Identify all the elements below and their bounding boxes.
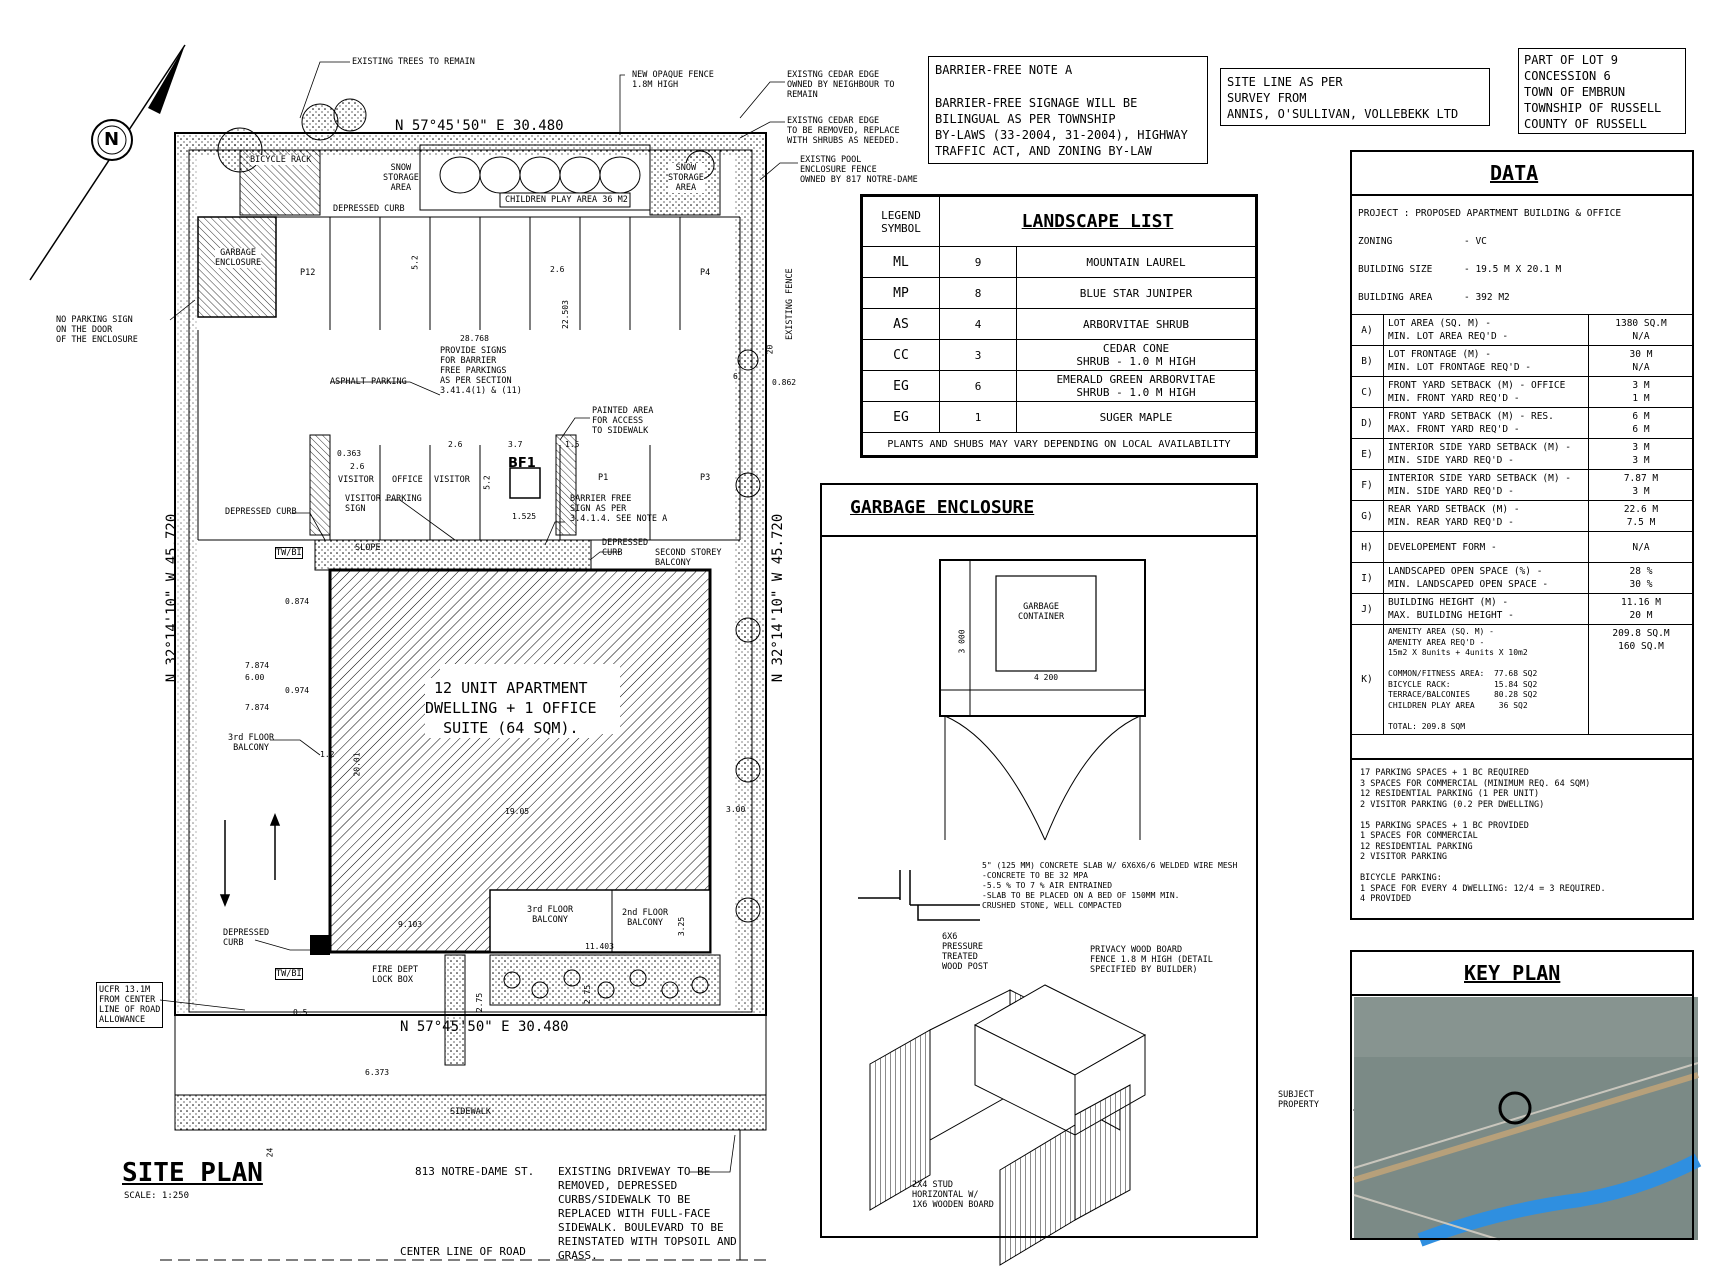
landscape-sym: ML: [863, 247, 940, 278]
data-row-value: 30 M N/A: [1589, 346, 1694, 377]
landscape-sym: EG: [863, 402, 940, 433]
data-area-value: - 392 M2: [1464, 292, 1510, 303]
label-p3: P3: [700, 473, 711, 483]
landscape-sym: EG: [863, 371, 940, 402]
dim-22-503: 22.503: [560, 300, 570, 329]
garbage-dim-h: 3 000: [957, 629, 967, 654]
label-opaque-fence: NEW OPAQUE FENCE 1.8M HIGH: [632, 70, 714, 90]
label-garbage-enclosure: GARBAGE ENCLOSURE: [215, 248, 262, 268]
landscape-name: ARBORVITAE SHRUB: [1017, 309, 1256, 340]
dim-19-05: 19.05: [505, 807, 530, 816]
label-3rd-balcony: 3rd FLOOR BALCONY: [228, 733, 275, 753]
data-row-desc: INTERIOR SIDE YARD SETBACK (M) - MIN. SIDE YARD REQ'D -: [1384, 439, 1589, 470]
data-row-key: F): [1351, 470, 1384, 501]
landscape-qty: 3: [940, 340, 1017, 371]
dim-0-363: 0.363: [337, 449, 362, 458]
stud-note: 2X4 STUD HORIZONTAL W/ 1X6 WOODEN BOARD: [912, 1180, 994, 1210]
dim-3-7: 3.7: [508, 440, 523, 449]
garbage-container-label: GARBAGE CONTAINER: [1018, 602, 1065, 622]
dim-2-75-b: 2.75: [583, 984, 593, 1005]
landscape-name: MOUNTAIN LAUREL: [1017, 247, 1256, 278]
data-row-desc: INTERIOR SIDE YARD SETBACK (M) - MIN. SIDE YARD REQ'D -: [1384, 470, 1589, 501]
label-p4: P4: [700, 268, 711, 278]
data-row-value: 3 M 3 M: [1589, 439, 1694, 470]
label-slope: SLOPE: [355, 543, 381, 553]
landscape-footer: PLANTS AND SHUBS MAY VARY DEPENDING ON LOCAL AVAILABILITY: [863, 433, 1256, 456]
dim-5-2: 5.2: [410, 255, 420, 270]
landscape-name: BLUE STAR JUNIPER: [1017, 278, 1256, 309]
landscape-qty: 6: [940, 371, 1017, 402]
label-painted-area: PAINTED AREA FOR ACCESS TO SIDEWALK: [592, 406, 654, 436]
building-label: 12 UNIT APARTMENT DWELLING + 1 OFFICE SUITE (64 SQM).: [425, 679, 597, 737]
label-tw-1: TW/BI: [276, 548, 302, 558]
data-row-value: 28 % 30 %: [1589, 563, 1694, 594]
label-no-parking: NO PARKING SIGN ON THE DOOR OF THE ENCLOSURE: [56, 315, 138, 345]
dim-6-373: 6.373: [365, 1068, 390, 1077]
label-second-storey: SECOND STOREY BALCONY: [655, 548, 722, 568]
data-row-key: H): [1351, 532, 1384, 563]
label-bf-signs: PROVIDE SIGNS FOR BARRIER FREE PARKINGS AS PER SECTION 3.41.4(1) & (11): [440, 346, 522, 396]
landscape-name: EMERALD GREEN ARBORVITAE SHRUB - 1.0 M HIGH: [1017, 371, 1256, 402]
label-sidewalk: SIDEWALK: [450, 1107, 491, 1117]
slab-note: 5" (125 MM) CONCRETE SLAB W/ 6X6X6/6 WELDED WIRE MESH -CONCRETE TO BE 32 MPA -5.5 % TO 7 % AIR ENTRAINED -SLAB TO BE PLACED ON A BED OF 150MM MIN. CRUSHED STONE, WELL COMPACTED: [982, 861, 1238, 910]
data-panel: [1350, 150, 1694, 920]
data-row-desc: FRONT YARD SETBACK (M) - OFFICE MIN. FRONT YARD REQ'D -: [1384, 377, 1589, 408]
dim-1-525: 1.525: [512, 512, 537, 521]
landscape-name: SUGER MAPLE: [1017, 402, 1256, 433]
label-pool-fence: EXISTNG POOL ENCLOSURE FENCE OWNED BY 817 NOTRE-DAME: [800, 155, 918, 185]
landscape-qty: 1: [940, 402, 1017, 433]
survey-note: [1220, 68, 1490, 126]
barrier-free-note: [928, 56, 1208, 164]
data-row-key: A): [1351, 315, 1384, 346]
data-row-desc: LANDSCAPED OPEN SPACE (%) - MIN. LANDSCAPED OPEN SPACE -: [1384, 563, 1589, 594]
label-bf-sign: BARRIER FREE SIGN AS PER 3.4.1.4. SEE NOTE A: [570, 494, 668, 524]
bearing-left: N 32°14'10" W 45.720: [164, 513, 180, 683]
data-row-key: I): [1351, 563, 1384, 594]
key-plan-subject: SUBJECT PROPERTY: [1278, 1090, 1319, 1110]
data-row-key: G): [1351, 501, 1384, 532]
data-zoning-label: ZONING: [1358, 236, 1393, 247]
data-row-desc: DEVELOPEMENT FORM -: [1384, 532, 1589, 563]
data-row-value: 1380 SQ.M N/A: [1589, 315, 1694, 346]
dim-2-75-a: 2.75: [475, 992, 485, 1013]
data-row-value: 209.8 SQ.M 160 SQ.M: [1589, 625, 1694, 735]
bearing-right: N 32°14'10" W 45.720: [770, 513, 786, 683]
label-bicycle-rack: BICYCLE RACK: [250, 155, 312, 165]
label-visitor-1: VISITOR: [338, 475, 374, 485]
label-address: 813 NOTRE-DAME ST.: [415, 1165, 535, 1178]
data-row-value: 3 M 1 M: [1589, 377, 1694, 408]
dim-2-6-b: 2.6: [448, 440, 463, 449]
landscape-name: CEDAR CONE SHRUB - 1.0 M HIGH: [1017, 340, 1256, 371]
data-row-key: K): [1351, 625, 1384, 735]
survey-note-text: SITE LINE AS PER SURVEY FROM ANNIS, O'SULLIVAN, VOLLEBEKK LTD: [1227, 75, 1459, 121]
landscape-qty: 8: [940, 278, 1017, 309]
label-existing-trees: EXISTING TREES TO REMAIN: [352, 57, 475, 67]
label-visitor-2: VISITOR: [434, 475, 470, 485]
label-depressed-curb-3: DEPRESSED CURB: [223, 928, 270, 948]
dim-20-01: 20.01: [352, 752, 362, 777]
data-row-desc: AMENITY AREA (SQ. M) - AMENITY AREA REQ'D - 15m2 X 8units + 4units X 10m2 COMMON/FITNESS AREA: 77.68 SQ2 BICYCLE RACK: 15.84 SQ2 TERRACE/BALCONIES 80.28 SQ2 CHILDREN PLAY AREA 36 SQ2 TOTAL: 209.8 SQM: [1384, 625, 1589, 735]
data-size-value: - 19.5 M X 20.1 M: [1464, 264, 1562, 275]
data-row-desc: LOT FRONTAGE (M) - MIN. LOT FRONTAGE REQ'D -: [1384, 346, 1589, 377]
data-row-desc: FRONT YARD SETBACK (M) - RES. MAX. FRONT YARD REQ'D -: [1384, 408, 1589, 439]
data-title: DATA: [1490, 161, 1539, 185]
landscape-qty: 4: [940, 309, 1017, 340]
north-arrow-icon: [30, 45, 185, 280]
lot-info-text: PART OF LOT 9 CONCESSION 6 TOWN OF EMBRUN TOWNSHIP OF RUSSELL COUNTY OF RUSSELL: [1524, 53, 1662, 131]
barrier-free-note-title: BARRIER-FREE NOTE A: [935, 63, 1073, 77]
data-area-label: BUILDING AREA: [1358, 292, 1433, 303]
dim-1-5: 1.5: [565, 440, 580, 449]
dim-28-768: 28.768: [460, 334, 489, 343]
dim-0-874: 0.874: [285, 597, 310, 606]
site-plan-title: SITE PLAN: [122, 1158, 263, 1188]
data-row-value: 11.16 M 20 M: [1589, 594, 1694, 625]
label-depressed-curb-top: DEPRESSED CURB: [333, 204, 405, 214]
label-children-play: CHILDREN PLAY AREA 36 M2: [505, 195, 628, 205]
data-row-value: N/A: [1589, 532, 1694, 563]
key-plan-panel: [1350, 950, 1694, 1240]
data-row-desc: REAR YARD SETBACK (M) - MIN. REAR YARD REQ'D -: [1384, 501, 1589, 532]
label-snow-storage-2: SNOW STORAGE AREA: [668, 163, 704, 193]
data-row-desc: BUILDING HEIGHT (M) - MAX. BUILDING HEIGHT -: [1384, 594, 1589, 625]
label-p1: P1: [598, 473, 609, 483]
garbage-title: GARBAGE ENCLOSURE: [850, 497, 1035, 518]
accessible-parking-icon: [510, 468, 540, 498]
label-ucfr: UCFR 13.1M FROM CENTER LINE OF ROAD ALLOWANCE: [96, 982, 163, 1028]
data-row-desc: LOT AREA (SQ. M) - MIN. LOT AREA REQ'D -: [1384, 315, 1589, 346]
dim-3-00: 3.00: [726, 805, 746, 814]
data-row-key: J): [1351, 594, 1384, 625]
label-depressed-curb-left: DEPRESSED CURB: [225, 507, 297, 517]
label-3rd-balcony-2: 3rd FLOOR BALCONY: [527, 905, 574, 925]
dim-7-874-a: 7.874: [245, 661, 270, 670]
dim-0-5: 0.5: [293, 1008, 308, 1017]
label-driveway: EXISTING DRIVEWAY TO BE REMOVED, DEPRESSED CURBS/SIDEWALK TO BE REPLACED WITH FULL-FACE SIDEWALK. BOULEVARD TO BE REINSTATED WITH TOPSOIL AND GRASS.: [558, 1165, 737, 1262]
label-depressed-curb-2: DEPRESSED CURB: [602, 538, 649, 558]
label-fire-dept: FIRE DEPT LOCK BOX: [372, 965, 419, 985]
label-center-line: CENTER LINE OF ROAD: [400, 1245, 526, 1258]
data-row-key: C): [1351, 377, 1384, 408]
data-row-value: 6 M 6 M: [1589, 408, 1694, 439]
key-plan-title: KEY PLAN: [1464, 961, 1561, 985]
dim-2-6-top: 2.6: [550, 265, 565, 274]
label-p12: P12: [300, 268, 316, 278]
label-snow-storage-1: SNOW STORAGE AREA: [383, 163, 419, 193]
garbage-dim-w: 4 200: [1034, 673, 1059, 682]
landscape-sym: AS: [863, 309, 940, 340]
label-cedar-remove: EXISTNG CEDAR EDGE TO BE REMOVED, REPLACE WITH SHRUBS AS NEEDED.: [787, 116, 900, 146]
landscape-qty: 9: [940, 247, 1017, 278]
data-row-key: D): [1351, 408, 1384, 439]
dim-20: 20: [765, 344, 775, 355]
data-row-key: B): [1351, 346, 1384, 377]
privacy-note: PRIVACY WOOD BOARD FENCE 1.8 M HIGH (DETAIL SPECIFIED BY BUILDER): [1090, 945, 1213, 975]
label-2nd-balcony: 2nd FLOOR BALCONY: [622, 908, 669, 928]
dim-9-103: 9.103: [398, 920, 423, 929]
label-office: OFFICE: [392, 475, 423, 485]
label-bf1: BF1: [508, 456, 536, 471]
label-cedar-neighbour: EXISTNG CEDAR EDGE OWNED BY NEIGHBOUR TO REMAIN: [787, 70, 895, 100]
landscape-legend-header: LEGEND SYMBOL: [863, 197, 940, 247]
label-visitor-sign: VISITOR PARKING SIGN: [345, 494, 422, 514]
dim-3-25: 3.25: [677, 916, 687, 937]
post-note: 6X6 PRESSURE TREATED WOOD POST: [942, 932, 989, 972]
dim-5-2-b: 5.2: [482, 475, 492, 490]
dim-0-862: 0.862: [772, 378, 797, 387]
dim-7-874-b: 7.874: [245, 703, 270, 712]
data-row-value: 7.87 M 3 M: [1589, 470, 1694, 501]
data-parking: 17 PARKING SPACES + 1 BC REQUIRED 3 SPACES FOR COMMERCIAL (MINIMUM REQ. 64 SQM) 12 RESIDENTIAL PARKING (1 PER UNIT) 2 VISITOR PARKING (0.2 PER DWELLING) 15 PARKING SPACES + 1 BC PROVIDED 1 SPACES FOR COMMERCIAL 12 RESIDENTIAL PARKING 2 VISITOR PARKING BICYCLE PARKING: 1 SPACE FOR EVERY 4 DWELLING: 12/4 = 3 REQUIRED. 4 PROVIDED: [1360, 768, 1606, 904]
barrier-free-note-body: BARRIER-FREE SIGNAGE WILL BE BILINGUAL AS PER TOWNSHIP BY-LAWS (33-2004, 31-2004), HIGHWAY TRAFFIC ACT, AND ZONING BY-LAW: [935, 96, 1188, 158]
bearing-top: N 57°45'50" E 30.480: [395, 118, 564, 134]
north-label: N: [104, 129, 120, 150]
label-asphalt: ASPHALT PARKING: [330, 377, 407, 387]
landscape-sym: MP: [863, 278, 940, 309]
garbage-enclosure-panel: [820, 483, 1258, 1238]
data-zoning-value: - VC: [1464, 236, 1487, 247]
lot-info: [1518, 48, 1686, 134]
data-row-value: 22.6 M 7.5 M: [1589, 501, 1694, 532]
dim-24: 24: [265, 1147, 275, 1158]
data-row-key: E): [1351, 439, 1384, 470]
data-size-label: BUILDING SIZE: [1358, 264, 1433, 275]
data-project: PROJECT : PROPOSED APARTMENT BUILDING & OFFICE: [1358, 208, 1622, 219]
landscape-list: [860, 194, 1258, 458]
bearing-bottom: N 57°45'50" E 30.480: [400, 1019, 569, 1035]
dim-1-2: 1.2: [320, 750, 335, 759]
dim-11-403: 11.403: [585, 942, 614, 951]
dim-6: 6: [733, 372, 738, 381]
label-existing-fence: EXISTING FENCE: [785, 268, 795, 340]
dim-0-974: 0.974: [285, 686, 310, 695]
landscape-title: LANDSCAPE LIST: [940, 197, 1256, 247]
dim-2-6-a: 2.6: [350, 462, 365, 471]
dim-6-00: 6.00: [245, 673, 265, 682]
label-tw-2: TW/BI: [276, 969, 302, 979]
landscape-sym: CC: [863, 340, 940, 371]
site-plan-scale: SCALE: 1:250: [124, 1191, 190, 1201]
